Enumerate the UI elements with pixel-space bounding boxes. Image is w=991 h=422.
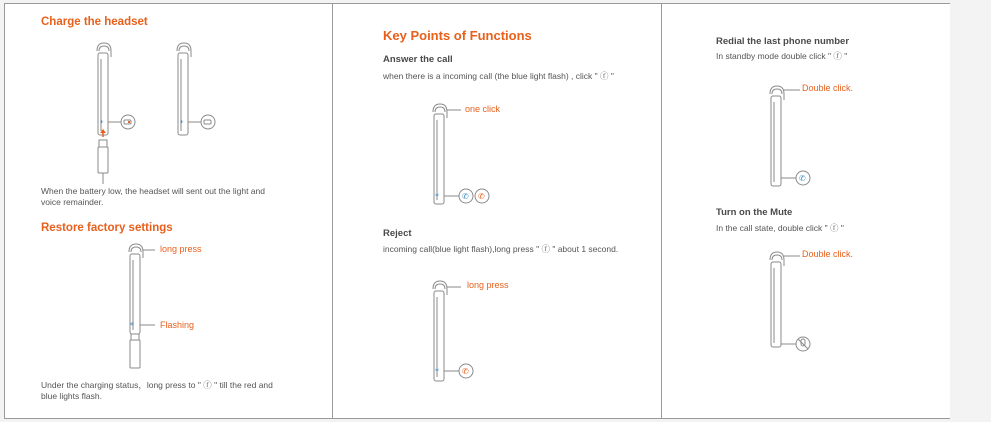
headset-charged-illustration	[165, 39, 225, 139]
panel-redial-mute	[661, 3, 950, 419]
flashing-label: Flashing	[160, 320, 195, 330]
answer-title: Answer the call	[383, 54, 453, 65]
panel-key-functions	[332, 3, 662, 419]
reject-text: incoming call(blue light flash),long press " ⓕ " about 1 second.	[383, 244, 619, 254]
answer-text: when there is a incoming call (the blue light flash) , click " ⓕ "	[383, 71, 614, 81]
panel-charge-restore	[4, 3, 333, 419]
mute-double-click-label: Double click.	[802, 249, 854, 259]
restore-long-press-label: long press	[160, 244, 202, 254]
mute-title: Turn on the Mute	[716, 207, 793, 218]
svg-text:✆: ✆	[478, 192, 485, 201]
restore-title: Restore factory settings	[41, 222, 173, 234]
reject-title: Reject	[383, 228, 412, 239]
svg-text:✆: ✆	[462, 367, 469, 376]
charge-title: Charge the headset	[41, 16, 148, 28]
svg-text:✆: ✆	[799, 174, 806, 183]
headset-charging-illustration	[85, 39, 165, 184]
headset-redial-illustration	[762, 82, 822, 192]
headset-mute-illustration	[762, 248, 822, 358]
one-click-label: one click	[465, 104, 501, 114]
reject-long-press-label: long press	[467, 280, 509, 290]
svg-text:*: *	[100, 119, 104, 127]
svg-text:✆: ✆	[462, 192, 469, 201]
redial-text: In standby mode double click " ⓕ "	[716, 51, 848, 61]
battery-text: When the battery low, the headset will sent out the light and voice remainder.	[41, 186, 265, 207]
restore-text: Under the charging status，long press to " ⓕ " till the red and blue lights flash.	[41, 380, 273, 401]
redial-title: Redial the last phone number	[716, 36, 850, 47]
headset-restore-illustration	[115, 240, 165, 375]
mute-text: In the call state, double click " ⓕ "	[716, 223, 844, 233]
svg-text:*: *	[435, 192, 439, 201]
svg-text:*: *	[435, 367, 439, 376]
key-points-title: Key Points of Functions	[383, 28, 532, 43]
headset-answer-illustration	[425, 100, 515, 210]
redial-double-click-label: Double click.	[802, 83, 854, 93]
svg-text:*: *	[180, 119, 184, 127]
svg-text:*: *	[130, 321, 134, 330]
headset-reject-illustration	[425, 277, 495, 387]
